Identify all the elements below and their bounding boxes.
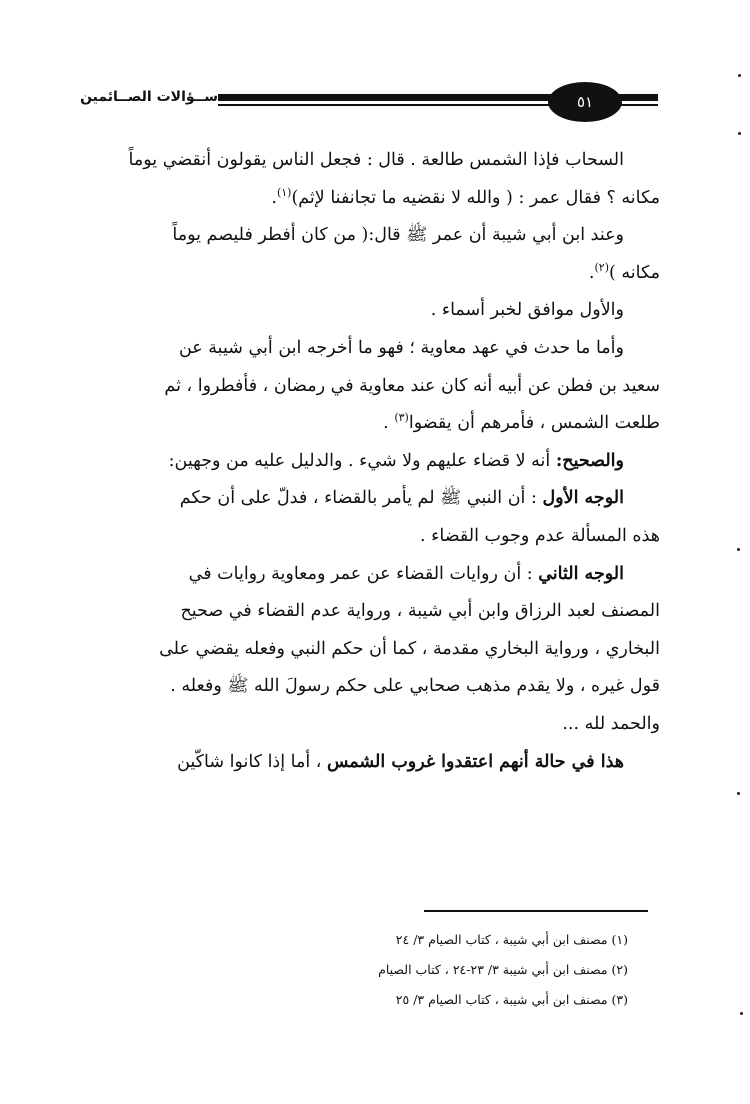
text-line: وأما ما حدث في عهد معاوية ؛ فهو ما أخرجه ابن أبي شيبة عن (178, 337, 624, 358)
footnote: (١) مصنف ابن أبي شيبة ، كتاب الصيام ٣/ ٢٤ (395, 932, 628, 947)
scan-speck (740, 1012, 743, 1015)
text-line: هذه المسألة عدم وجوب القضاء . (420, 525, 660, 546)
punctuation: . (383, 413, 395, 434)
footnotes (300, 925, 628, 1015)
page-header (80, 82, 658, 122)
text-line: البخاري ، ورواية البخاري مقدمة ، كما أن حكم النبي وفعله يقضي على (159, 638, 660, 659)
paragraph (60, 330, 660, 443)
section-lead: الوجه الثاني (538, 563, 624, 584)
text-line: ، أما إذا كانوا شاكّين (177, 751, 327, 772)
punctuation: . (271, 187, 277, 208)
footnote-ref: (٣) (394, 411, 409, 425)
section-lead: والصحيح: (555, 450, 624, 471)
footnote-separator (424, 910, 648, 912)
text-line: قول غيره ، ولا يقدم مذهب صحابي على حكم رسولَ الله ﷺ وفعله . (170, 676, 660, 697)
page-number: ٥١ (548, 82, 622, 122)
paragraph (60, 142, 660, 217)
text-line: مكانه ) (608, 262, 660, 283)
section-lead: الوجه الأول (542, 488, 624, 509)
text-line: المصنف لعبد الرزاق وابن أبي شيبة ، ورواية عدم القضاء في صحيح (180, 601, 660, 622)
text-line: السحاب فإذا الشمس طالعة . قال : فجعل الناس يقولون أنقضي يوماً (128, 150, 624, 170)
body-text (60, 142, 660, 781)
paragraph (60, 556, 660, 744)
paragraph (60, 217, 660, 292)
section-lead: هذا في حالة أنهم اعتقدوا غروب الشمس (327, 751, 624, 772)
text-line: والحمد لله ... (562, 713, 660, 734)
text-line: : أن النبي ﷺ لم يأمر بالقضاء ، فدلّ على أن حكم (179, 488, 543, 509)
text-line: مكانه ؟ فقال عمر : ( والله لا نقضيه ما تجانفنا لإثم) (291, 187, 660, 208)
running-title: ســؤالات الصــائمين (86, 84, 218, 110)
text-line: أنه لا قضاء عليهم ولا شيء . والدليل عليه من وجهين: (168, 450, 556, 471)
scan-speck (737, 792, 740, 795)
paragraph (60, 480, 660, 555)
footnote: (٣) مصنف ابن أبي شيبة ، كتاب الصيام ٣/ ٢٥ (395, 992, 628, 1007)
paragraph (60, 292, 660, 330)
footnote-ref: (١) (276, 185, 292, 199)
punctuation: . (588, 262, 595, 283)
scan-speck (738, 132, 741, 135)
scan-speck (737, 548, 740, 551)
paragraph (60, 443, 660, 481)
paragraph (60, 744, 660, 782)
scan-speck (738, 74, 741, 77)
text-line: والأول موافق لخبر أسماء . (430, 300, 624, 321)
text-line: طلعت الشمس ، فأمرهم أن يقضوا (408, 413, 660, 434)
text-line: : أن روايات القضاء عن عمر ومعاوية روايات في (188, 563, 539, 584)
footnote-ref: (٢) (594, 260, 609, 274)
text-line: وعند ابن أبي شيبة أن عمر ﷺ قال:( من كان أفطر فليصم يوماً (172, 225, 624, 246)
text-line: سعيد بن فطن عن أبيه أنه كان عند معاوية في رمضان ، فأفطروا ، ثم (164, 375, 660, 396)
footnote: (٢) مصنف ابن أبي شيبة ٣/ ٢٣-٢٤ ، كتاب الصيام (378, 962, 628, 977)
